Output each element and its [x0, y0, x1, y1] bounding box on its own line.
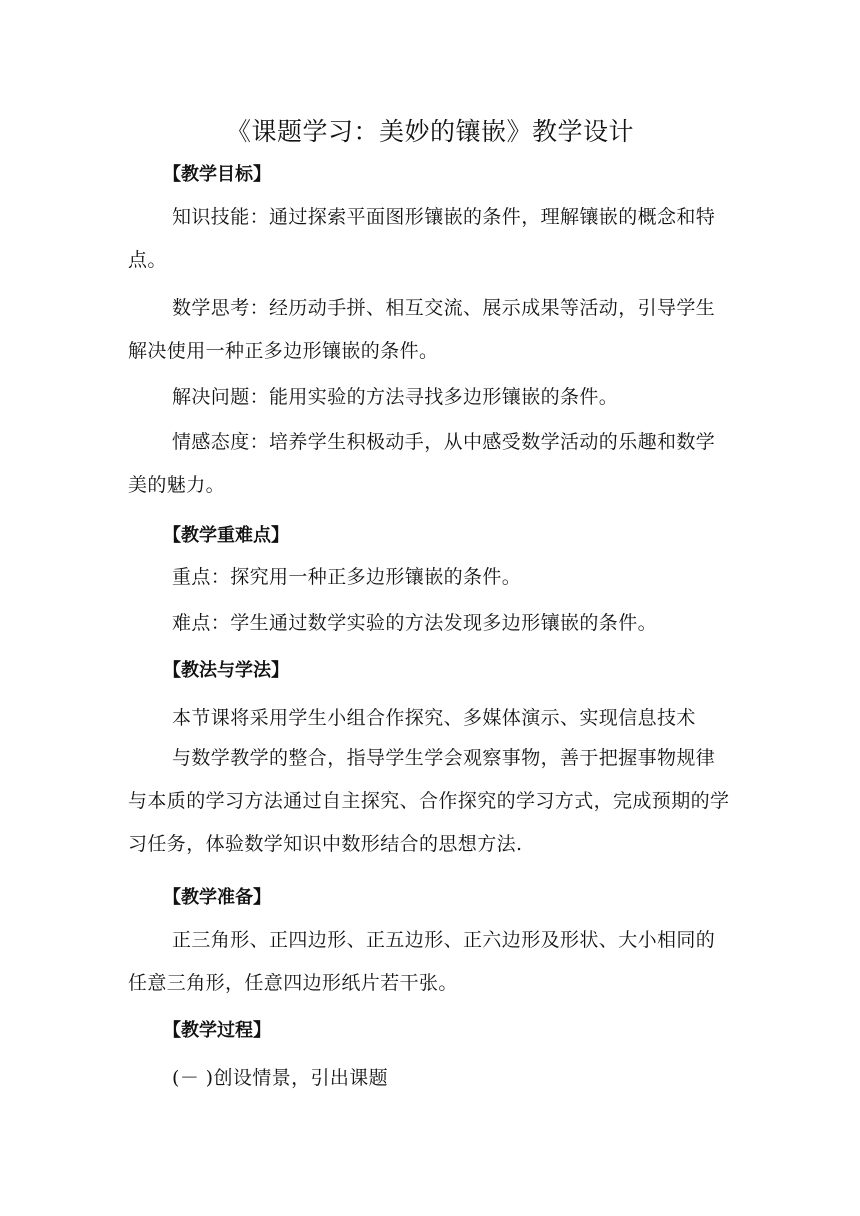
paragraph-difficulty: 难点：学生通过数学实验的方法发现多边形镶嵌的条件。 [172, 612, 658, 634]
process-step-1: (－ )创设情景，引出课题 [172, 1067, 389, 1089]
heading-preparation: 【教学准备】 [163, 887, 271, 908]
paragraph-knowledge: 知识技能：通过探索平面图形镶嵌的条件，理解镶嵌的概念和特点。 [128, 206, 716, 271]
heading-key-points: 【教学重难点】 [163, 525, 289, 546]
paragraph-thinking: 数学思考：经历动手拼、相互交流、展示成果等活动，引导学生解决使用一种正多边形镶嵌的条件。 [128, 297, 716, 362]
paragraph-focus: 重点：探究用一种正多边形镶嵌的条件。 [172, 566, 522, 588]
paragraph-attitude: 情感态度：培养学生积极动手，从中感受数学活动的乐趣和数学美的魅力。 [128, 431, 716, 496]
heading-objectives: 【教学目标】 [163, 164, 271, 185]
heading-process: 【教学过程】 [163, 1020, 271, 1041]
methods-first-line: 本节课将采用学生小组合作探究、多媒体演示、实现信息技术 [172, 707, 696, 729]
paragraph-methods: 与数学教学的整合，指导学生学会观察事物，善于把握事物规律与本质的学习方法通过自主探究、合作探究的学习方式，完成预期的学习任务，体验数学知识中数形结合的思想方法. [128, 747, 730, 855]
document-title: 《课题学习：美妙的镶嵌》教学设计 [225, 117, 634, 146]
heading-methods: 【教法与学法】 [163, 660, 289, 681]
paragraph-preparation: 正三角形、正四边形、正五边形、正六边形及形状、大小相同的任意三角形，任意四边形纸片若干张。 [128, 929, 716, 994]
paragraph-problem-solving: 解决问题：能用实验的方法寻找多边形镶嵌的条件。 [172, 386, 619, 408]
